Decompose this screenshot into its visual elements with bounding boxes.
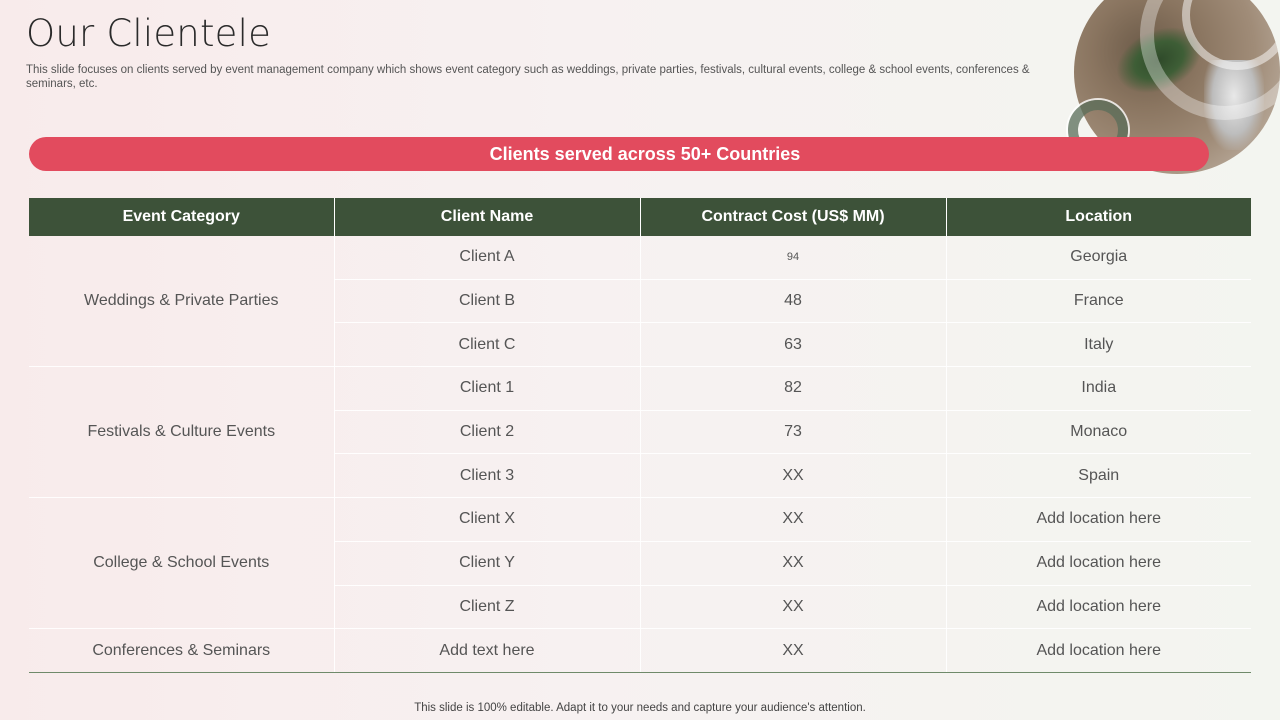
category-cell: College & School Events — [29, 498, 334, 629]
category-cell: Conferences & Seminars — [29, 629, 334, 673]
client-cell: Client B — [334, 279, 640, 323]
location-cell: Georgia — [946, 236, 1251, 279]
cost-cell: 73 — [640, 410, 946, 454]
client-cell: Client Z — [334, 585, 640, 629]
cost-cell: 63 — [640, 323, 946, 367]
location-cell: Monaco — [946, 410, 1251, 454]
cost-cell: XX — [640, 629, 946, 673]
slide-title: Our Clientele — [26, 12, 272, 55]
footer-note: This slide is 100% editable. Adapt it to your needs and capture your audience's attention. — [414, 702, 866, 714]
cost-cell: XX — [640, 454, 946, 498]
client-cell: Client X — [334, 498, 640, 542]
location-cell: India — [946, 367, 1251, 411]
table-row — [29, 498, 1251, 542]
client-cell: Client C — [334, 323, 640, 367]
client-cell: Client 2 — [334, 410, 640, 454]
header-contract-cost: Contract Cost (US$ MM) — [640, 198, 946, 236]
location-cell: Add location here — [946, 498, 1251, 542]
slide-subtitle: This slide focuses on clients served by event management company which shows event category such as weddings, private parties, festivals, cultural events, college & school events, conferences & seminars, etc. — [26, 64, 1030, 90]
table-row — [29, 629, 1251, 673]
cost-cell: XX — [640, 541, 946, 585]
location-cell: France — [946, 279, 1251, 323]
table-header-row — [29, 198, 1251, 236]
header-client-name: Client Name — [334, 198, 640, 236]
cost-cell: XX — [640, 498, 946, 542]
cost-cell: 94 — [640, 236, 946, 279]
client-cell: Client 1 — [334, 367, 640, 411]
header-event-category: Event Category — [29, 198, 334, 236]
client-cell: Client 3 — [334, 454, 640, 498]
table-row — [29, 236, 1251, 279]
table-row — [29, 367, 1251, 411]
location-cell: Italy — [946, 323, 1251, 367]
clientele-table — [29, 198, 1251, 673]
location-cell: Spain — [946, 454, 1251, 498]
client-cell: Client Y — [334, 541, 640, 585]
banner — [29, 137, 1209, 171]
banner-text: Clients served across 50+ Countries — [489, 143, 801, 164]
category-cell: Festivals & Culture Events — [29, 367, 334, 498]
cost-cell: 48 — [640, 279, 946, 323]
location-cell: Add location here — [946, 629, 1251, 673]
location-cell: Add location here — [946, 541, 1251, 585]
location-cell: Add location here — [946, 585, 1251, 629]
client-cell: Client A — [334, 236, 640, 279]
header-location: Location — [946, 198, 1251, 236]
cost-cell: XX — [640, 585, 946, 629]
client-cell: Add text here — [334, 629, 640, 673]
category-cell: Weddings & Private Parties — [29, 236, 334, 367]
cost-cell: 82 — [640, 367, 946, 411]
